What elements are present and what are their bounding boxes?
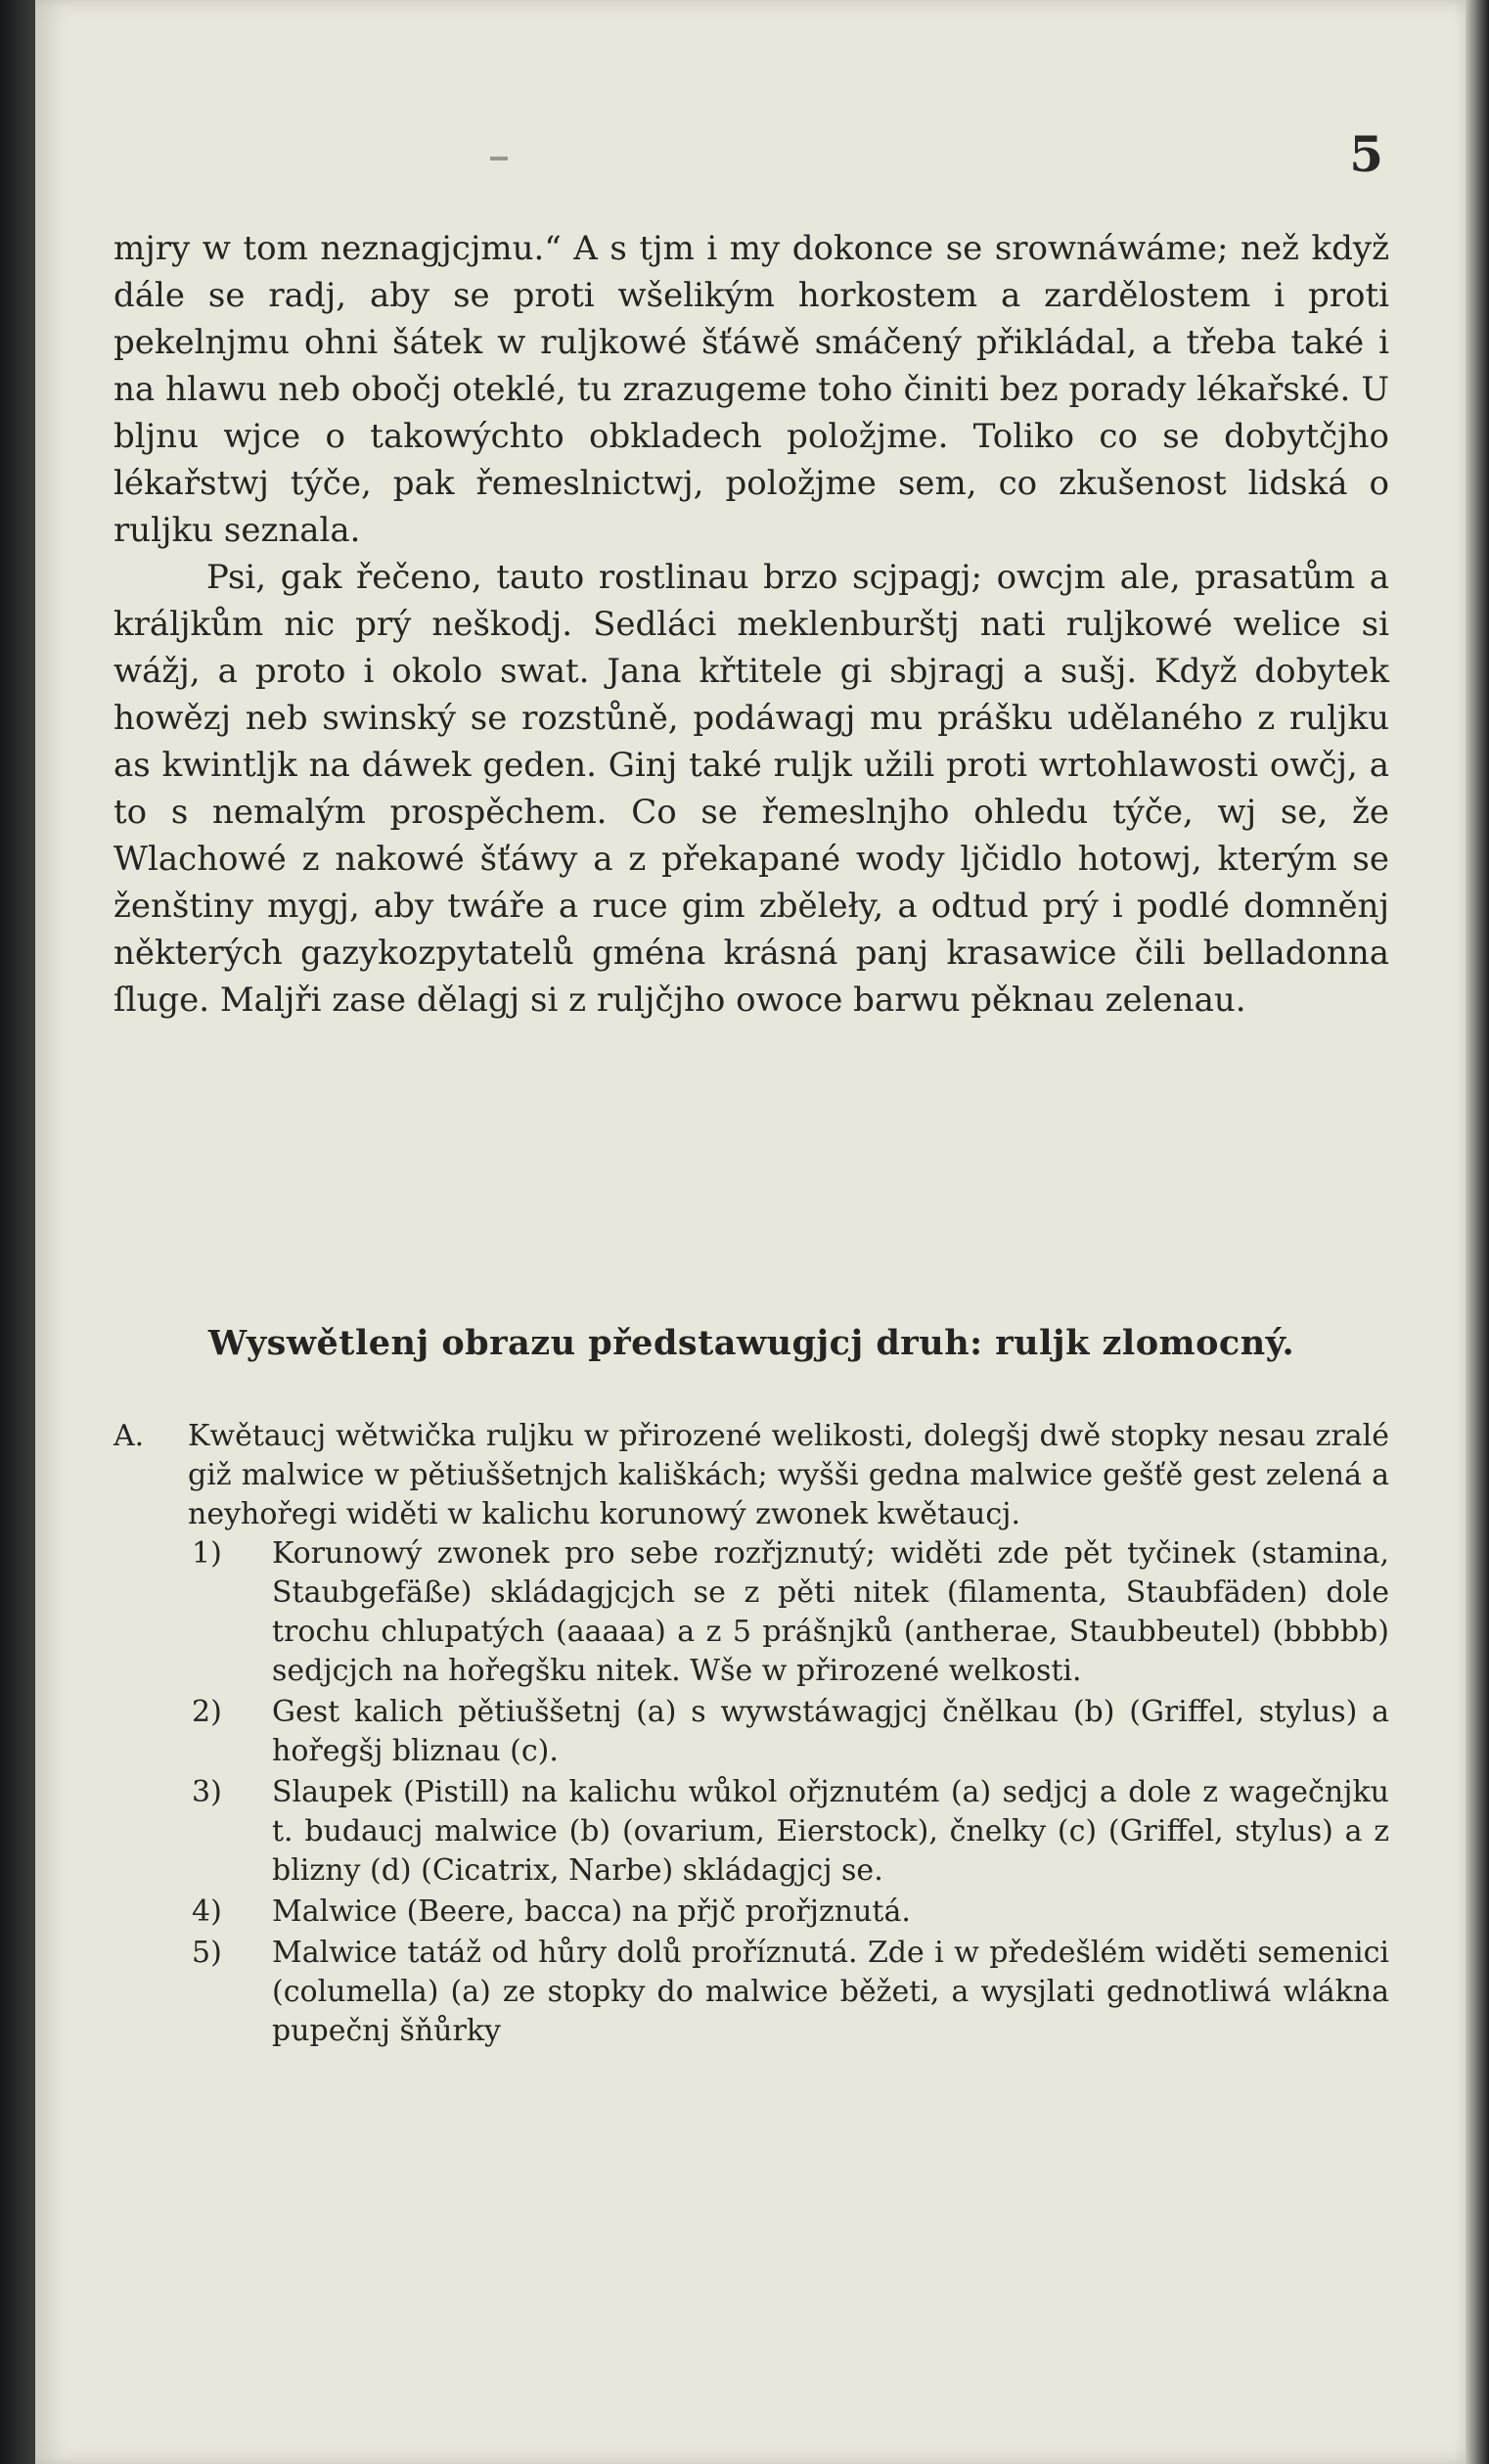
figure-explanation-list: [113, 1417, 1389, 2053]
list-item: [113, 1534, 1389, 1691]
list-entry-a: [113, 1417, 1389, 1534]
list-item: [113, 1893, 1389, 1932]
list-marker: 3): [192, 1775, 222, 1809]
page-number: 5: [1349, 125, 1383, 183]
list-item: [113, 1693, 1389, 1771]
list-marker: 4): [192, 1894, 222, 1929]
list-marker: A.: [113, 1419, 145, 1453]
paragraph: mjry w tom neznagjcjmu.“ A s tjm i my dokonce se srownáwáme; než když dále se radj, aby se proti wšelikým horkostem a zardělostem i proti pekelnjmu ohni šátek w ruljkowé šťáwě smáčený přikládal, a třeba také i na hlawu neb obočj oteklé, tu zrazugeme toho činiti bez porady lékařské. U bljnu wjce o takowýchto obkladech položjme. Toliko co se dobytčjho lékařstwj týče, pak řemeslnictwj, položjme sem, co zkušenost lidská o ruljku seznala.: [113, 229, 1389, 550]
list-item-text: Korunowý zwonek pro sebe rozřjznutý; widěti zde pět tyčinek (stamina, Staubgefäße) skládagjcjch se z pěti nitek (filamenta, Staubfäden) dole trochu chlupatých (aaaaa) a z 5 prášnjků (antherae, Staubbeutel) (bbbbb) sedjcjch na hořegšku nitek. Wše w přirozené welkosti.: [272, 1536, 1389, 1688]
list-item: [113, 1934, 1389, 2051]
book-page: [35, 0, 1466, 2464]
printer-mark: [490, 157, 508, 160]
list-marker: 5): [192, 1936, 222, 1970]
list-marker: 1): [192, 1536, 222, 1571]
list-item-text: Malwice (Beere, bacca) na přjč prořjznutá.: [272, 1894, 911, 1929]
body-text: [113, 225, 1389, 1024]
page-edge-shadow: [1466, 0, 1489, 2464]
book-gutter: [0, 0, 35, 2464]
list-item-text: Slaupek (Pistill) na kalichu wůkol ořjznutém (a) sedjcj a dole z wagečnjku t. budaucj malwice (b) (ovarium, Eierstock), čnelky (c) (Griffel, stylus) a z blizny (d) (Cicatrix, Narbe) skládagjcj se.: [272, 1775, 1389, 1888]
list-item-text: Gest kalich pětiuššetnj (a) s wywstáwagjcj čnělkau (b) (Griffel, stylus) a hořegšj bliznau (c).: [272, 1695, 1389, 1768]
figure-explanation-heading: Wyswětlenj obrazu předstawugjcj druh: ruljk zlomocný.: [207, 1323, 1295, 1363]
list-marker: 2): [192, 1695, 222, 1729]
list-item: [113, 1773, 1389, 1891]
list-entry-text: Kwětaucj wětwička ruljku w přirozené welikosti, dolegšj dwě stopky nesau zralé giž malwice w pětiuššetnjch kališkách; wyšši gedna malwice gešťě gest zelená a neyhořegi widěti w kalichu korunowý zwonek kwětaucj.: [188, 1419, 1389, 1531]
paragraph: Psi, gak řečeno, tauto rostlinau brzo scjpagj; owcjm ale, prasatům a králjkům nic prý neškodj. Sedláci meklenburštj nati ruljkowé welice si wážj, a proto i okolo swat. Jana křtitele gi sbjragj a sušj. Když dobytek howězj neb swinský se rozstůně, podáwagj mu prášku udělaného z ruljku as kwintljk na dáwek geden. Ginj také ruljk užili proti wrtohlawosti owčj, a to s nemalým prospěchem. Co se řemeslnjho ohledu týče, wj se, že Wlachowé z nakowé šťáwy a z překapané wody ljčidlo hotowj, kterým se ženštiny mygj, aby twáře a ruce gim zběleły, a odtud prý i podlé domněnj některých gazykozpytatelů gména krásná panj krasawice čili belladonna ſluge. Maljři zase dělagj si z ruljčjho owoce barwu pěknau zelenau.: [113, 558, 1389, 1020]
list-item-text: Malwice tatáž od hůry dolů proříznutá. Zde i w předešlém widěti semenici (columella) (a) ze stopky do malwice běžeti, a wysjlati gednotliwá wlákna pupečnj šňůrky: [272, 1936, 1389, 2048]
